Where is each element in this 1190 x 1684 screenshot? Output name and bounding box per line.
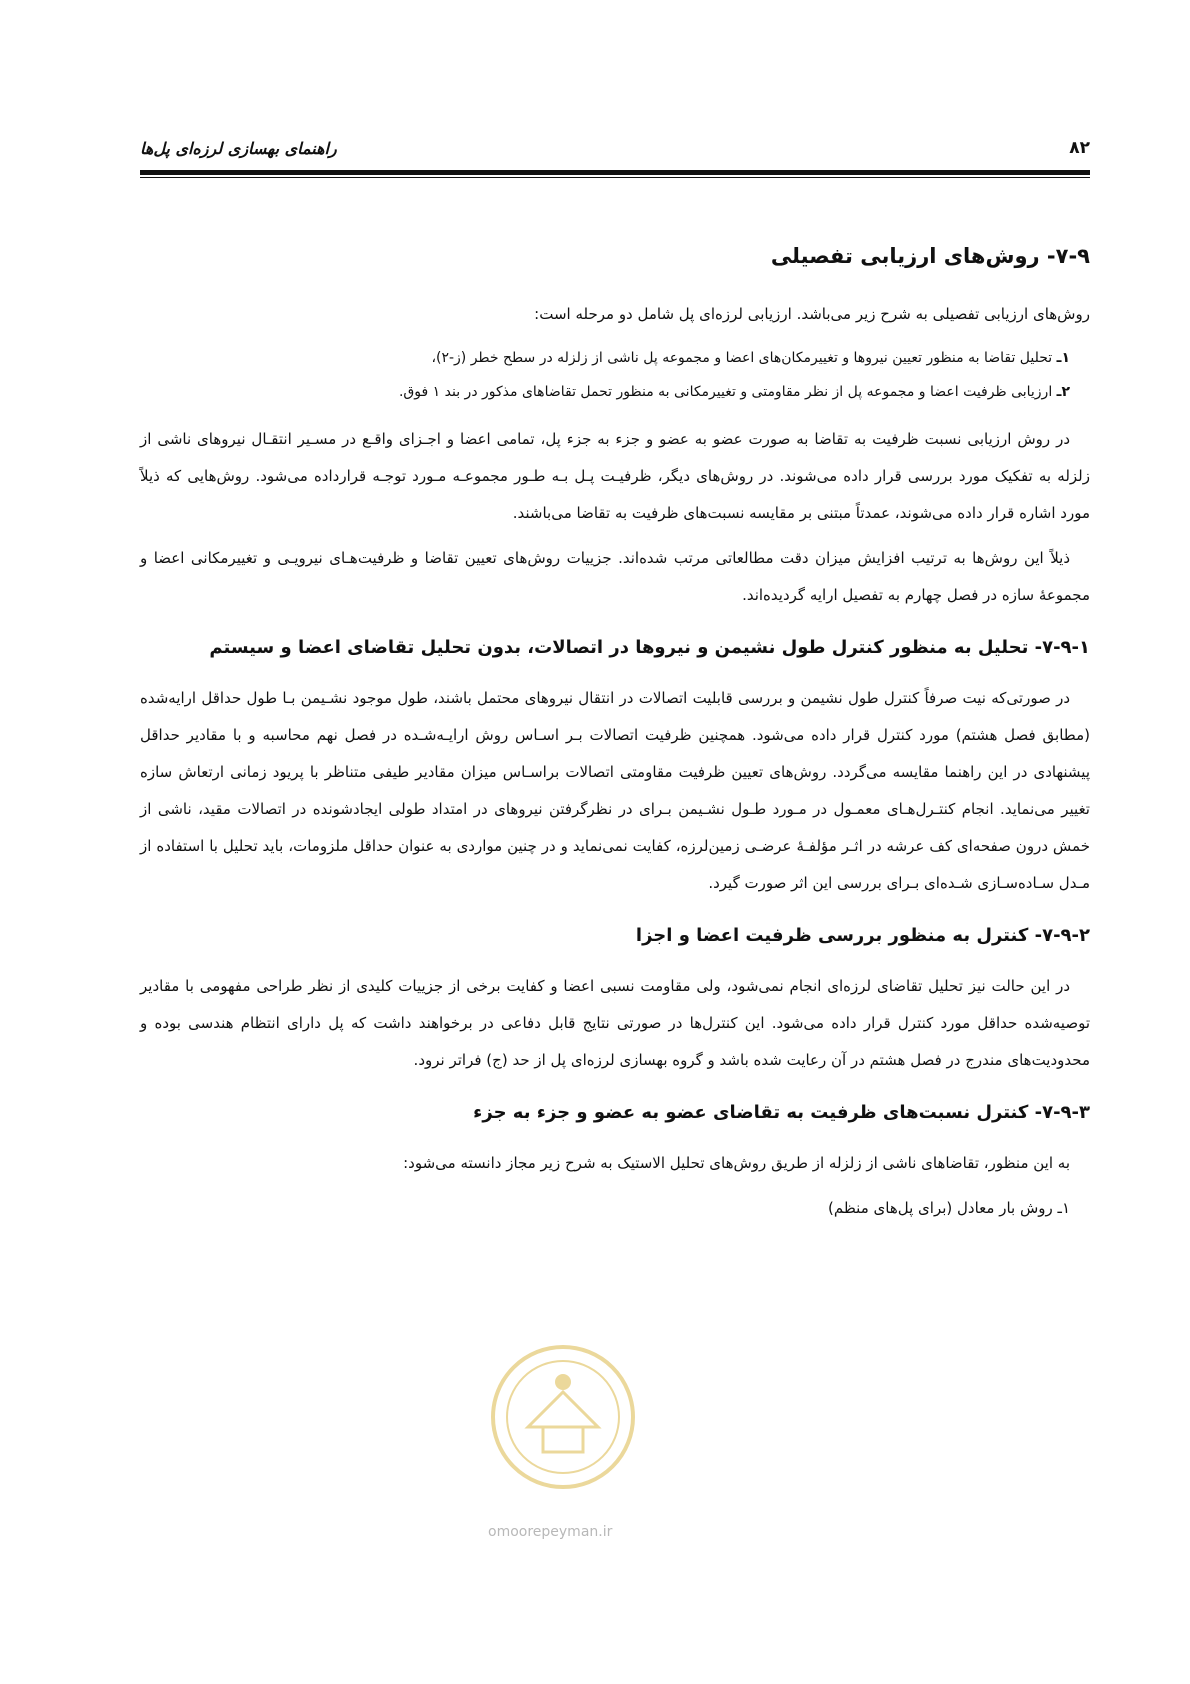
watermark-logo-icon: [488, 1342, 638, 1492]
page-number: ۸۲: [1069, 138, 1090, 158]
list-item: [140, 375, 1090, 409]
section-intro: روش‌های ارزیابی تفصیلی به شرح زیر می‌باشد. ارزیابی لرزه‌ای پل شامل دو مرحله است:: [534, 305, 1090, 323]
list-item-text: ارزیابی ظرفیت اعضا و مجموعه پل از نظر مقاومتی و تغییرمکانی به منظور تحمل تقاضاهای مذکور در بند ۱ فوق.: [398, 384, 1053, 400]
page-header: [140, 126, 1090, 170]
page-content: [140, 236, 1090, 1235]
paragraph: ۱ـ روش بار معادل (برای پل‌های منظم): [828, 1199, 1070, 1217]
paragraph: در صورتی‌که نیت صرفاً کنترل طول نشیمن و بررسی قابلیت اتصالات در انتقال نیروهای محتمل باشند، طول موجود نشـیمن بـا طول حداقل ارایه‌شده (مطابق فصل هشتم) مورد کنترل قرار داده می‌شود. همچنین ظرفیت اتصالات بـر اسـاس روش ارایـه‌شـده در فصل نهم محاسبه و با مقادیر حداقل پیشنهادی در این راهنما مقایسه می‌گردد. روش‌های تعیین ظرفیت مقاومتی اتصالات براسـاس میزان مقادیر طیفی متناظر با پریود زمانی ارتعاش سازه تغییر می‌نماید. انجام کنتـرل‌هـای معمـول در مـورد طـول نشـیمن بـرای در نظرگرفتن نیروهای در امتداد طولی ایجادشونده در اتصالات مقید، ناشی از خمش درون صفحه‌ای کف عرشه در اثـر مؤلفـهٔ عرضـی زمین‌لرزه، کفایت نمی‌نماید و در چنین مواردی به عنوان حداقل ملزومات، باید تحلیل با استفاده از مـدل سـاده‌سـازی شـده‌ای بـرای بررسی این اثر صورت گیرد.: [140, 689, 1090, 892]
list-item-number: ۲ـ: [1056, 384, 1070, 400]
watermark-text: omoorepeyman.ir: [488, 1524, 613, 1540]
paragraph: ذیلاً این روش‌ها به ترتیب افزایش میزان دقت مطالعاتی مرتب شده‌اند. جزییات روش‌های تعیین تقاضا و ظرفیت‌هـای نیرویـی و تغییرمکانی اعضا و مجموعهٔ سازه در فصل چهارم به تفصیل ارایه گردیده‌اند.: [140, 549, 1090, 604]
list-item-number: ۱ـ: [1056, 350, 1070, 366]
paragraph: در این حالت نیز تحلیل تقاضای لرزه‌ای انجام نمی‌شود، ولی مقاومت نسبی اعضا و کفایت برخی از جزییات کلیدی از نظر طراحی مفهومی با مقادیر توصیه‌شده حداقل مورد کنترل قرار داده می‌شود. این کنترل‌ها در صورتی نتایج قابل دفاعی در برخواهند داشت که پل دارای انتظام هندسی بوده و محدودیت‌های مندرج در فصل هشتم در آن رعایت شده باشد و گروه بهسازی لرزه‌ای پل از حد (ج) فراتر نرود.: [140, 977, 1090, 1069]
header-rule-thick: [140, 170, 1090, 175]
subsection-title: ۷-۹-۱- تحلیل به منظور کنترل طول نشیمن و نیروها در اتصالات، بدون تحلیل تقاضای اعضا و سیستم: [209, 637, 1090, 658]
running-title: راهنمای بهسازی لرزه‌ای پل‌ها: [140, 138, 337, 158]
section-title: ۷-۹- روش‌های ارزیابی تفصیلی: [770, 244, 1090, 268]
list-item-text: تحلیل تقاضا به منظور تعیین نیروها و تغییرمکان‌های اعضا و مجموعه پل ناشی از زلزله در سطح خطر (ز-۲)،: [431, 350, 1053, 366]
paragraph: به این منظور، تقاضاهای ناشی از زلزله از طریق روش‌های تحلیل الاستیک به شرح زیر مجاز دانسته می‌شود:: [403, 1154, 1070, 1172]
list-item: [140, 341, 1090, 375]
paragraph: در روش ارزیابی نسبت ظرفیت به تقاضا به صورت عضو به عضو و جزء به جزء پل، تمامی اعضا و اجـزای واقـع در مسـیر انتقـال نیروهای ناشی از زلزله به تفکیک مورد بررسی قرار داده می‌شوند. در روش‌های دیگر، ظرفیـت پـل بـه طـور مجموعـه مـورد توجـه قرارداده می‌شود. روش‌هایی که ذیلاً مورد اشاره قرار داده می‌شوند، عمدتاً مبتنی بر مقایسه نسبت‌های ظرفیت به تقاضا می‌باشند.: [140, 430, 1090, 522]
subsection-title: ۷-۹-۲- کنترل به منظور بررسی ظرفیت اعضا و اجزا: [635, 925, 1090, 946]
subsection-title: ۷-۹-۳- کنترل نسبت‌های ظرفیت به تقاضای عضو به عضو و جزء به جزء: [473, 1102, 1090, 1123]
header-rule-thin: [140, 177, 1090, 178]
